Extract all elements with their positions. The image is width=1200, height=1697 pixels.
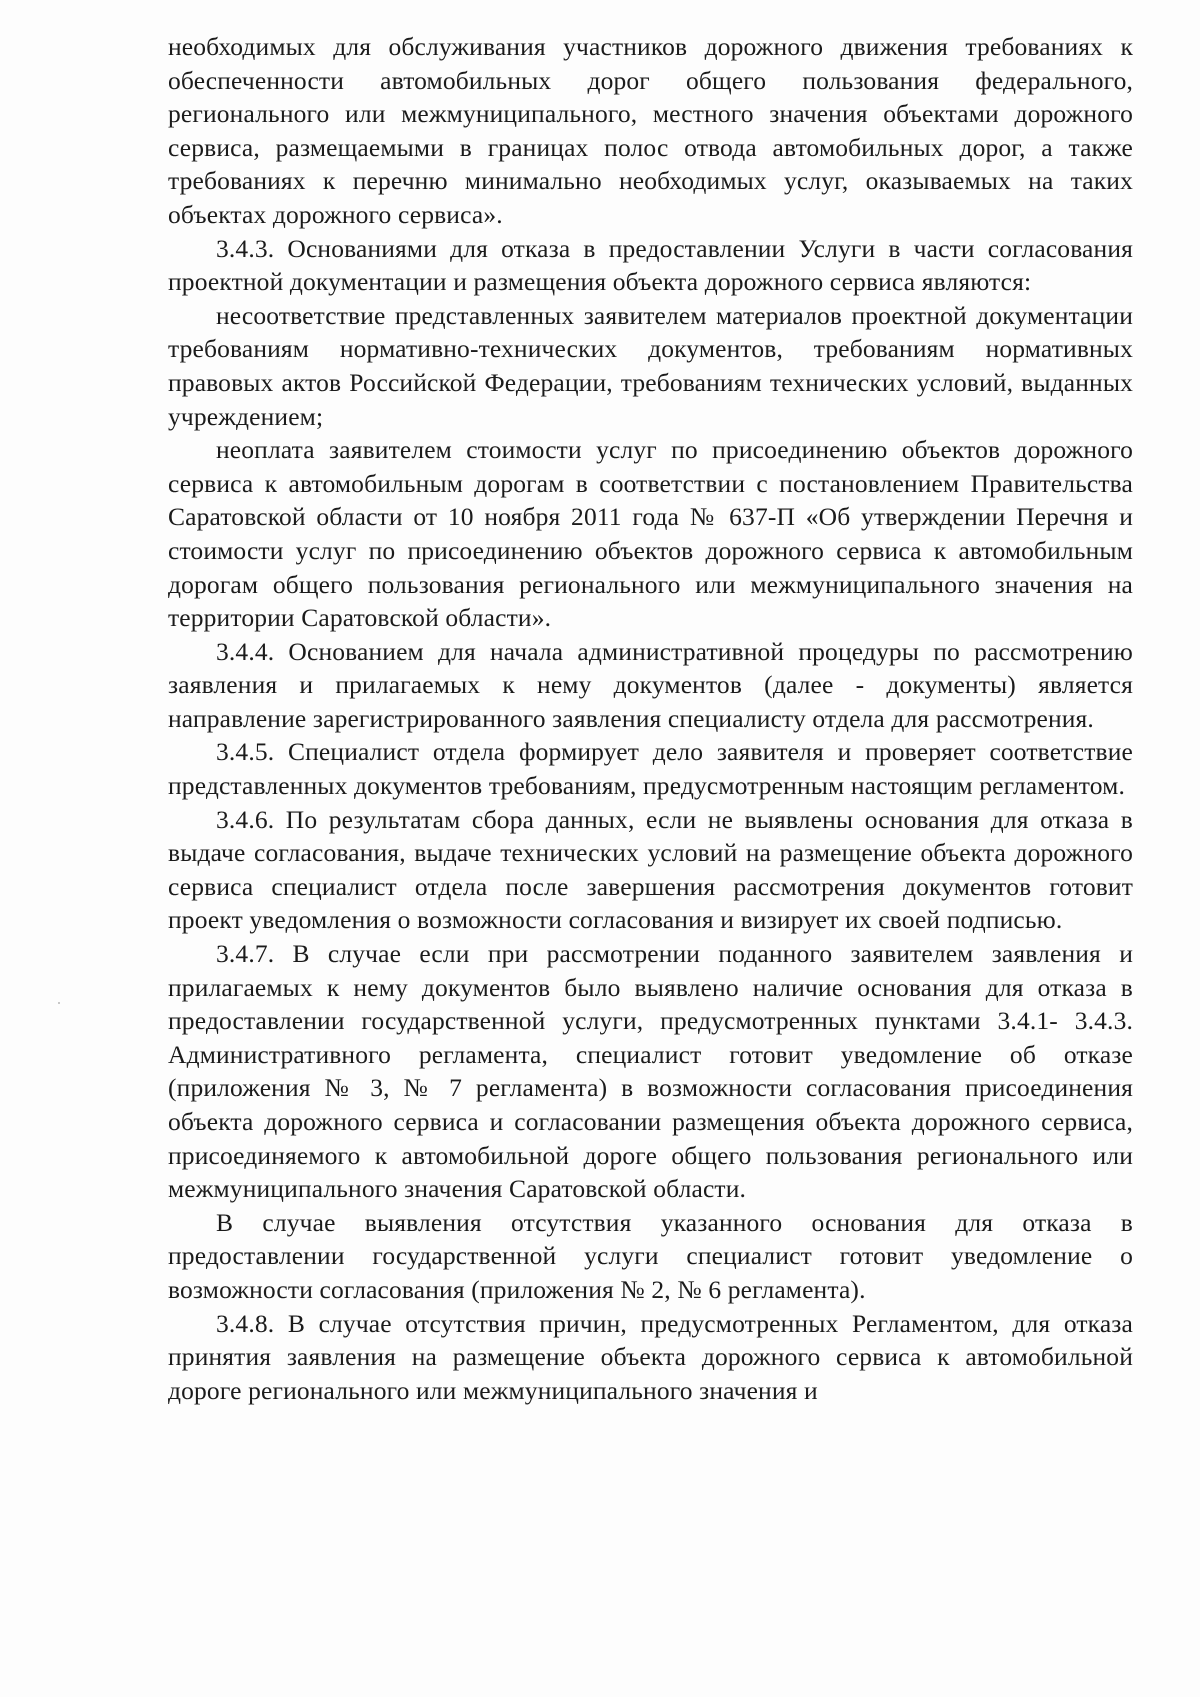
paragraph-3-4-3: 3.4.3. Основаниями для отказа в предоставлении Услуги в части согласования проектной документации и размещения объекта дорожного сервиса являются: — [168, 233, 1133, 297]
paragraph-nonpayment: неоплата заявителем стоимости услуг по присоединению объектов дорожного сервиса к автомобильным дорогам в соответствии с постановлением Правительства Саратовской области от 10 ноября 2011 года № 637-П «Об утверждении Перечня и стоимости услуг по присоединению объектов дорожного сервиса к автомобильным дорогам общего пользования регионального или межмуниципального значения на территории Саратовской области». — [168, 435, 1133, 633]
paragraph-3-4-8: 3.4.8. В случае отсутствия причин, предусмотренных Регламентом, для отказа принятия заявления на размещение объекта дорожного сервиса к автомобильной дороге регионального или межмуниципального значения и — [168, 1308, 1133, 1405]
paragraph-3-4-5: 3.4.5. Специалист отдела формирует дело заявителя и проверяет соответствие представленных документов требованиям, предусмотренным настоящим регламентом. — [168, 737, 1133, 801]
paragraph-continuation: необходимых для обслуживания участников дорожного движения требованиях к обеспеченности автомобильных дорог общего пользования федерального, регионального или межмуниципального, местного значения объектами дорожного сервиса, размещаемыми в границах полос отвода автомобильных дорог, а также требованиях к перечню минимально необходимых услуг, оказываемых на таких объектах дорожного сервиса». — [168, 32, 1133, 229]
paragraph-3-4-7: 3.4.7. В случае если при рассмотрении поданного заявителем заявления и прилагаемых к нему документов было выявлено наличие основания для отказа в предоставлении государственной услуги, предусмотренных пунктами 3.4.1- 3.4.3. Административного регламента, специалист готовит уведомление об отказе (приложения № 3, № 7 регламента) в возможности согласования присоединения объекта дорожного сервиса и согласовании размещения объекта дорожного сервиса, присоединяемого к автомобильной дороге общего пользования регионального или межмуниципального значения Саратовской области. — [168, 939, 1133, 1204]
paragraph-nonconformity: несоответствие представленных заявителем материалов проектной документации требованиям нормативно-технических документов, требованиям нормативных правовых актов Российской Федерации, требованиям технических условий, выданных учреждением; — [168, 300, 1133, 431]
paragraph-3-4-4: 3.4.4. Основанием для начала административной процедуры по рассмотрению заявления и прилагаемых к нему документов (далее - документы) является направление зарегистрированного заявления специалисту отдела для рассмотрения. — [168, 636, 1133, 733]
paragraph-absence-case: В случае выявления отсутствия указанного основания для отказа в предоставлении государственной услуги специалист готовит уведомление о возможности согласования (приложения № 2, № 6 регламента). — [168, 1207, 1133, 1304]
paragraph-3-4-6: 3.4.6. По результатам сбора данных, если не выявлены основания для отказа в выдаче согласования, выдаче технических условий на размещение объекта дорожного сервиса специалист отдела после завершения рассмотрения документов готовит проект уведомления о возможности согласования и визирует их своей подписью. — [168, 804, 1133, 935]
scan-speck — [58, 1002, 60, 1004]
document-body — [168, 30, 1133, 1407]
